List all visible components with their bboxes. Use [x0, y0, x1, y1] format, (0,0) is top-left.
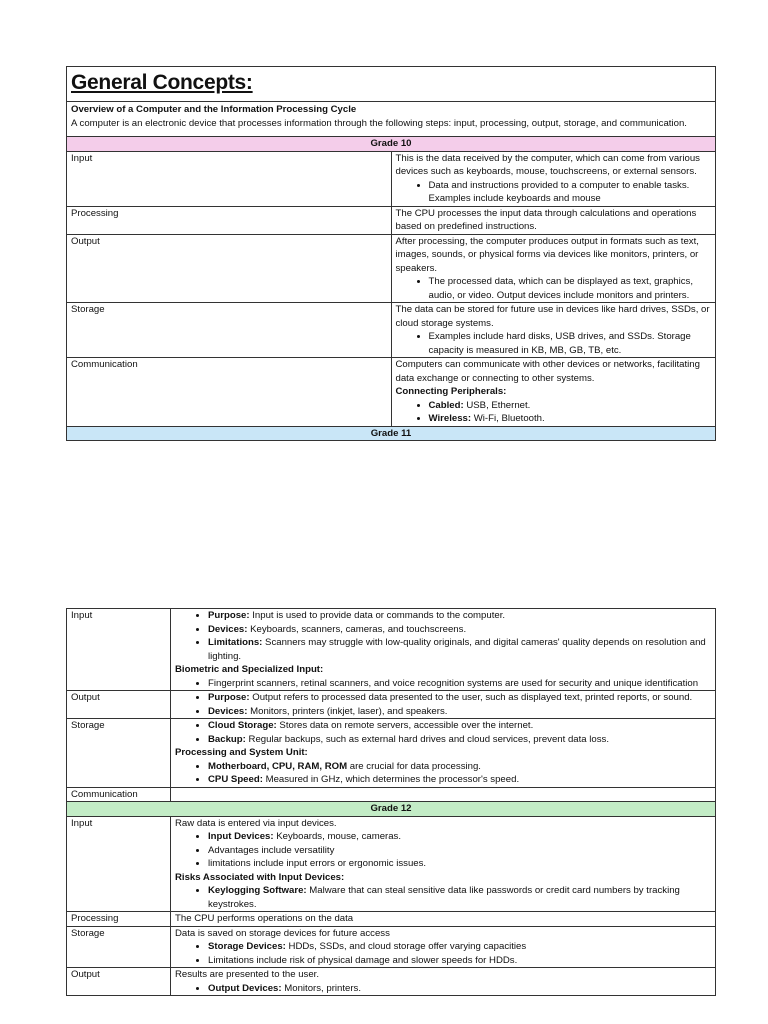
- processing-text: The CPU performs operations on the data: [171, 912, 716, 927]
- title-row: [67, 67, 715, 102]
- table-row: [67, 151, 715, 206]
- row-content: [171, 968, 716, 996]
- list-item: [208, 705, 711, 719]
- sub-heading: Risks Associated with Input Devices:: [175, 871, 345, 883]
- table-row: [67, 968, 715, 996]
- table-row: [67, 206, 715, 234]
- bullet-list: [396, 330, 712, 357]
- grade12-header: [67, 802, 715, 817]
- item-text: HDDs, SSDs, and cloud storage offer varying capacities: [285, 941, 527, 952]
- list-item: [208, 636, 711, 663]
- grade11-label: Grade 11: [67, 426, 715, 440]
- item-label: CPU Speed:: [208, 774, 263, 785]
- row-content: [171, 719, 716, 788]
- overview: [67, 102, 715, 137]
- item-label: Limitations:: [208, 637, 263, 648]
- item-text: Input is used to provide data or commands to the computer.: [249, 610, 506, 621]
- list-item: • limitations include input errors or ergonomic issues.: [208, 857, 711, 871]
- row-content: [391, 151, 715, 206]
- grade10-header: [67, 137, 715, 151]
- table-row: [67, 816, 715, 912]
- row-content: [171, 691, 716, 719]
- table-row: [67, 609, 715, 691]
- item-label: Wireless:: [428, 413, 472, 424]
- page-title: General Concepts:: [71, 71, 253, 94]
- list-item: • The processed data, which can be displayed as text, graphics, audio, or video. Output devices include monitors and printers.: [429, 275, 712, 302]
- bullet-list: [396, 179, 712, 206]
- top-section: [66, 66, 716, 441]
- sub-heading: Processing and System Unit:: [175, 747, 308, 758]
- output-text: After processing, the computer produces output in formats such as text, images, sounds, or physical forms via devices like monitors, printers, or speakers.: [395, 235, 699, 274]
- bottom-section: [66, 608, 716, 996]
- item-label: Keylogging Software:: [208, 885, 307, 896]
- item-label: Cloud Storage:: [208, 720, 277, 731]
- item-text: are crucial for data processing.: [347, 760, 481, 772]
- item-label: Motherboard, CPU, RAM, ROM: [208, 760, 348, 772]
- item-text: Output refers to processed data presented to the user, such as displayed text, printed reports, or sound.: [249, 692, 693, 703]
- row-label: Communication: [67, 358, 391, 427]
- item-label: Storage Devices:: [208, 941, 286, 952]
- item-text: Monitors, printers.: [281, 982, 362, 994]
- item-label: Devices:: [208, 623, 248, 635]
- item-label: Cabled:: [428, 399, 464, 411]
- communication-cell: [171, 787, 716, 802]
- item-label: Backup:: [208, 733, 246, 745]
- bullet-list: [175, 609, 711, 663]
- row-label: Output: [67, 234, 391, 303]
- list-item: [208, 830, 711, 844]
- row-label: Communication: [67, 787, 171, 802]
- list-item: [208, 884, 711, 911]
- storage-text: The data can be stored for future use in devices like hard drives, SSDs, or cloud storage systems.: [395, 304, 710, 329]
- bullet-list: [175, 719, 711, 746]
- item-label: Devices:: [208, 705, 248, 717]
- item-text: Scanners may struggle with low-quality originals, and digital cameras' quality depends on resolution and lighting.: [208, 637, 706, 662]
- item-label: Output Devices:: [208, 982, 282, 994]
- row-content: [171, 609, 716, 691]
- grade10-table: [67, 137, 715, 440]
- grade11-header: [67, 426, 715, 440]
- row-label: Input: [67, 609, 171, 691]
- grade10-label: Grade 10: [67, 137, 715, 151]
- row-label: Processing: [67, 912, 171, 927]
- row-label: Storage: [67, 926, 171, 968]
- bullet-list: [175, 982, 711, 996]
- list-item: [429, 412, 712, 426]
- table-row: [67, 303, 715, 358]
- list-item: • Limitations include risk of physical damage and slower speeds for HDDs.: [208, 954, 711, 968]
- list-item: [429, 399, 712, 413]
- storage-text: Data is saved on storage devices for future access: [175, 927, 390, 939]
- bullet-list: [396, 399, 712, 426]
- bullet-list: [175, 940, 711, 967]
- input-text: This is the data received by the computer, which can come from various devices such as keyboards, mouse, touchscreens, or external sensors.: [395, 152, 700, 177]
- row-content: [391, 234, 715, 303]
- table-row: [67, 234, 715, 303]
- item-label: Purpose:: [208, 610, 250, 621]
- item-text: Regular backups, such as external hard drives and cloud services, prevent data loss.: [245, 733, 610, 745]
- row-content: [391, 358, 715, 427]
- table-row: [67, 787, 715, 802]
- row-label: Input: [67, 816, 171, 912]
- bullet-list: [175, 760, 711, 787]
- item-label: Input Devices:: [208, 831, 274, 842]
- table-row: [67, 926, 715, 968]
- list-item: • Advantages include versatility: [208, 844, 711, 858]
- sub-heading: Connecting Peripherals:: [395, 386, 507, 397]
- list-item: [208, 982, 711, 996]
- list-item: [208, 773, 711, 787]
- list-item: [208, 760, 711, 774]
- table-row: [67, 691, 715, 719]
- list-item: [208, 733, 711, 747]
- overview-title: Overview of a Computer and the Information Processing Cycle: [71, 104, 357, 115]
- list-item: • Examples include hard disks, USB drives, and SSDs. Storage capacity is measured in KB, MB, GB, TB, etc.: [429, 330, 712, 357]
- list-item: [208, 623, 711, 637]
- table-row: [67, 912, 715, 927]
- row-content: [171, 816, 716, 912]
- list-item: [208, 940, 711, 954]
- row-content: [391, 303, 715, 358]
- item-text: Keyboards, mouse, cameras.: [273, 831, 402, 842]
- list-item: • Fingerprint scanners, retinal scanners, and voice recognition systems are used for security and unique identification: [208, 677, 711, 691]
- grade12-label: Grade 12: [67, 802, 715, 817]
- row-label: Storage: [67, 303, 391, 358]
- grade11-12-table: [67, 609, 715, 995]
- row-content: [171, 926, 716, 968]
- item-text: Monitors, printers (inkjet, laser), and speakers.: [247, 705, 448, 717]
- item-text: Wi-Fi, Bluetooth.: [471, 413, 545, 424]
- table-row: [67, 719, 715, 788]
- item-text: Measured in GHz, which determines the processor's speed.: [262, 774, 520, 785]
- bullet-list: [175, 677, 711, 691]
- item-text: Stores data on remote servers, accessible over the internet.: [276, 720, 534, 731]
- item-label: Purpose:: [208, 692, 250, 703]
- bullet-list: [175, 830, 711, 871]
- output-text: Results are presented to the user.: [175, 969, 319, 980]
- list-item: [208, 719, 711, 733]
- sub-heading: Biometric and Specialized Input:: [175, 664, 324, 675]
- row-label: Output: [67, 691, 171, 719]
- overview-text: A computer is an electronic device that processes information through the following steps: input, processing, output, storage, and communication.: [71, 117, 687, 129]
- table-row: [67, 358, 715, 427]
- list-item: [208, 609, 711, 623]
- bullet-list: [396, 275, 712, 302]
- bullet-list: [175, 691, 711, 718]
- list-item: • Data and instructions provided to a computer to enable tasks. Examples include keyboards and mouse: [429, 179, 712, 206]
- item-text: Malware that can steal sensitive data like passwords or credit card numbers by tracking keystrokes.: [208, 885, 680, 910]
- item-text: Keyboards, scanners, cameras, and touchscreens.: [247, 623, 467, 635]
- communication-text: Computers can communicate with other devices or networks, facilitating data exchange or connecting to other systems.: [395, 359, 700, 384]
- row-label: Storage: [67, 719, 171, 788]
- processing-text: The CPU processes the input data through calculations and operations based on predefined instructions.: [391, 206, 715, 234]
- item-text: USB, Ethernet.: [463, 399, 531, 411]
- bullet-list: [175, 884, 711, 911]
- row-label: Input: [67, 151, 391, 206]
- input-text: Raw data is entered via input devices.: [175, 817, 337, 829]
- row-label: Output: [67, 968, 171, 996]
- row-label: Processing: [67, 206, 391, 234]
- list-item: [208, 691, 711, 705]
